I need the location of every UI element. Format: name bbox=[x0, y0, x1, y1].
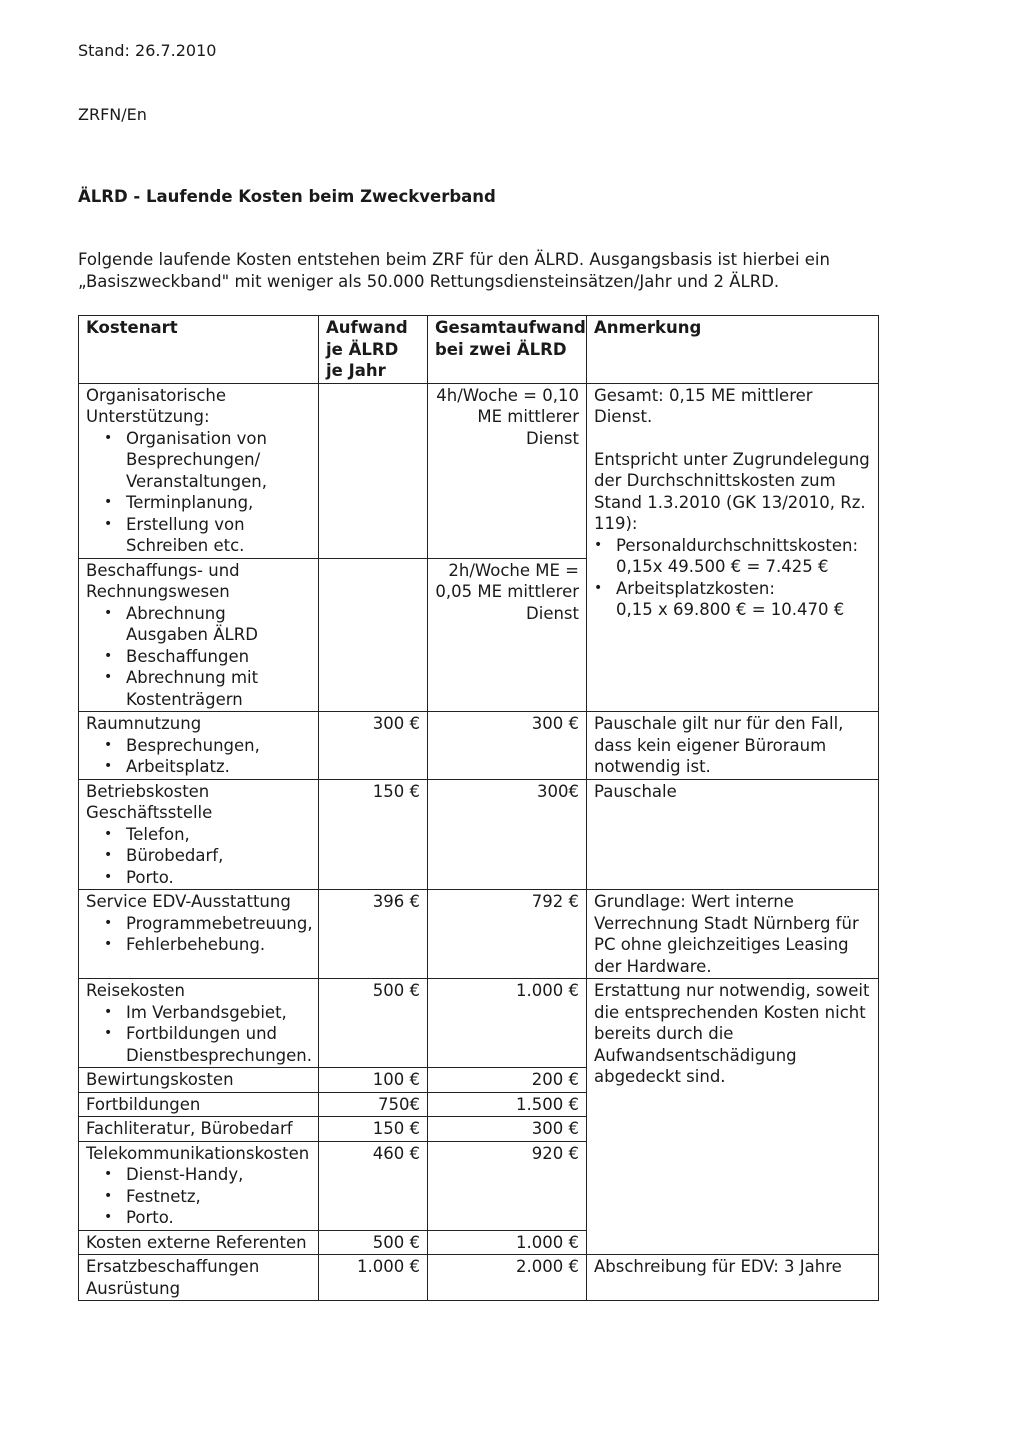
table-row bbox=[79, 779, 879, 890]
row-fachliteratur-kostenart: Fachliteratur, Bürobedarf bbox=[79, 1117, 319, 1142]
row-ersatz-gesamt: 2.000 € bbox=[428, 1255, 587, 1301]
row-ersatz-kostenart: Ersatzbeschaffungen Ausrüstung bbox=[79, 1255, 319, 1301]
row-org-aufwand bbox=[319, 383, 428, 558]
list-item: • Abrechnung Ausgaben ÄLRD bbox=[104, 603, 311, 646]
list-item: • Organisation von Besprechungen/ Veranstaltungen, bbox=[104, 428, 311, 493]
row-title: Organisatorische Unterstützung: bbox=[86, 385, 227, 426]
bullet-list bbox=[86, 824, 311, 889]
note-item-label: Personaldurchschnittskosten: bbox=[616, 535, 859, 555]
row-betrieb-gesamt: 300€ bbox=[428, 779, 587, 890]
row-reise-note: Erstattung nur notwendig, soweit die entsprechenden Kosten nicht bereits durch die Aufwandsentschädigung abgedeckt sind. bbox=[587, 979, 879, 1255]
row-title: Telekommunikationskosten bbox=[86, 1143, 310, 1163]
list-item: • Arbeitsplatz. bbox=[104, 756, 311, 778]
row-reise-gesamt: 1.000 € bbox=[428, 979, 587, 1068]
row-telekom-kostenart bbox=[79, 1141, 319, 1230]
row-org-gesamt: 4h/Woche = 0,10 ME mittlerer Dienst bbox=[428, 383, 587, 558]
list-item: • Telefon, bbox=[104, 824, 311, 846]
header-anmerkung: Anmerkung bbox=[587, 316, 879, 384]
row-fachliteratur-aufwand: 150 € bbox=[319, 1117, 428, 1142]
row-raum-gesamt: 300 € bbox=[428, 712, 587, 780]
row-title: Betriebskosten Geschäftsstelle bbox=[86, 781, 213, 822]
bullet-list bbox=[594, 535, 871, 621]
note-item-calc: 0,15 x 69.800 € = 10.470 € bbox=[616, 600, 845, 619]
row-reise-aufwand: 500 € bbox=[319, 979, 428, 1068]
row-betrieb-aufwand: 150 € bbox=[319, 779, 428, 890]
row-betrieb-kostenart bbox=[79, 779, 319, 890]
table-header-row bbox=[79, 316, 879, 384]
row-bewirtung-aufwand: 100 € bbox=[319, 1068, 428, 1093]
row-ersatz-aufwand: 1.000 € bbox=[319, 1255, 428, 1301]
row-beschaffung-kostenart bbox=[79, 558, 319, 712]
row-edv-note: Grundlage: Wert interne Verrechnung Stadt Nürnberg für PC ohne gleichzeitiges Leasing der Hardware. bbox=[587, 890, 879, 979]
personal-note bbox=[587, 383, 879, 712]
bullet-list bbox=[86, 428, 311, 557]
bullet-list bbox=[86, 913, 311, 956]
intro-line-2: „Basiszweckband" mit weniger als 50.000 Rettungsdiensteinsätzen/Jahr und 2 ÄLRD. bbox=[78, 271, 780, 291]
row-beschaffung-aufwand bbox=[319, 558, 428, 712]
table-row bbox=[79, 712, 879, 780]
list-item: • Festnetz, bbox=[104, 1186, 311, 1208]
row-referenten-kostenart: Kosten externe Referenten bbox=[79, 1230, 319, 1255]
row-title: Raumnutzung bbox=[86, 714, 202, 733]
list-item: • Erstellung von Schreiben etc. bbox=[104, 514, 311, 557]
row-referenten-gesamt: 1.000 € bbox=[428, 1230, 587, 1255]
row-edv-aufwand: 396 € bbox=[319, 890, 428, 979]
bullet-list bbox=[86, 1164, 311, 1229]
list-item: • Porto. bbox=[104, 867, 311, 889]
bullet-list bbox=[86, 735, 311, 778]
cost-table bbox=[78, 315, 879, 1301]
row-referenten-aufwand: 500 € bbox=[319, 1230, 428, 1255]
row-raum-aufwand: 300 € bbox=[319, 712, 428, 780]
list-item: • Porto. bbox=[104, 1207, 311, 1229]
row-telekom-gesamt: 920 € bbox=[428, 1141, 587, 1230]
row-telekom-aufwand: 460 € bbox=[319, 1141, 428, 1230]
note-item-calc: 0,15x 49.500 € = 7.425 € bbox=[616, 557, 829, 576]
list-item: • Besprechungen, bbox=[104, 735, 311, 757]
table-row bbox=[79, 890, 879, 979]
note-line: Entspricht unter Zugrundelegung der Durchschnittskosten zum Stand 1.3.2010 (GK 13/2010, Rz. 119): bbox=[594, 449, 870, 533]
table-row bbox=[79, 383, 879, 558]
header-kostenart: Kostenart bbox=[79, 316, 319, 384]
list-item bbox=[594, 535, 871, 578]
list-item: • Programmebetreuung, bbox=[104, 913, 311, 935]
row-title: Beschaffungs- und Rechnungswesen bbox=[86, 560, 240, 601]
list-item: • Abrechnung mit Kostenträgern bbox=[104, 667, 311, 710]
row-reise-kostenart bbox=[79, 979, 319, 1068]
row-bewirtung-gesamt: 200 € bbox=[428, 1068, 587, 1093]
bullet-list bbox=[86, 603, 311, 711]
header-aufwand: Aufwand je ÄLRD je Jahr bbox=[319, 316, 428, 384]
document-title: ÄLRD - Laufende Kosten beim Zweckverband bbox=[78, 187, 496, 206]
list-item: • Beschaffungen bbox=[104, 646, 311, 668]
intro-paragraph bbox=[78, 249, 878, 292]
row-raum-note: Pauschale gilt nur für den Fall, dass kein eigener Büroraum notwendig ist. bbox=[587, 712, 879, 780]
list-item: • Im Verbandsgebiet, bbox=[104, 1002, 311, 1024]
table-row bbox=[79, 979, 879, 1068]
table-row bbox=[79, 1255, 879, 1301]
bullet-list bbox=[86, 1002, 311, 1067]
row-fortbildung-kostenart: Fortbildungen bbox=[79, 1092, 319, 1117]
note-item-label: Arbeitsplatzkosten: bbox=[616, 578, 775, 598]
row-bewirtung-kostenart: Bewirtungskosten bbox=[79, 1068, 319, 1093]
row-edv-kostenart bbox=[79, 890, 319, 979]
document-reference: ZRFN/En bbox=[78, 105, 147, 124]
row-edv-gesamt: 792 € bbox=[428, 890, 587, 979]
list-item: • Terminplanung, bbox=[104, 492, 311, 514]
document-date: Stand: 26.7.2010 bbox=[78, 41, 217, 60]
list-item bbox=[594, 578, 871, 621]
row-fortbildung-aufwand: 750€ bbox=[319, 1092, 428, 1117]
list-item: • Fehlerbehebung. bbox=[104, 934, 311, 956]
row-fortbildung-gesamt: 1.500 € bbox=[428, 1092, 587, 1117]
intro-line-1: Folgende laufende Kosten entstehen beim ZRF für den ÄLRD. Ausgangsbasis ist hierbei ein bbox=[78, 250, 830, 269]
row-beschaffung-gesamt: 2h/Woche ME = 0,05 ME mittlerer Dienst bbox=[428, 558, 587, 712]
row-betrieb-note: Pauschale bbox=[587, 779, 879, 890]
row-fachliteratur-gesamt: 300 € bbox=[428, 1117, 587, 1142]
row-title: Reisekosten bbox=[86, 981, 185, 1000]
list-item: • Bürobedarf, bbox=[104, 845, 311, 867]
header-gesamtaufwand: Gesamtaufwand bei zwei ÄLRD bbox=[428, 316, 587, 384]
list-item: • Dienst-Handy, bbox=[104, 1164, 311, 1186]
note-line: Gesamt: 0,15 ME mittlerer Dienst. bbox=[594, 385, 813, 426]
row-raum-kostenart bbox=[79, 712, 319, 780]
row-ersatz-note: Abschreibung für EDV: 3 Jahre bbox=[587, 1255, 879, 1301]
row-title: Service EDV-Ausstattung bbox=[86, 892, 291, 911]
list-item: • Fortbildungen und Dienstbesprechungen. bbox=[104, 1023, 311, 1066]
row-org-kostenart bbox=[79, 383, 319, 558]
